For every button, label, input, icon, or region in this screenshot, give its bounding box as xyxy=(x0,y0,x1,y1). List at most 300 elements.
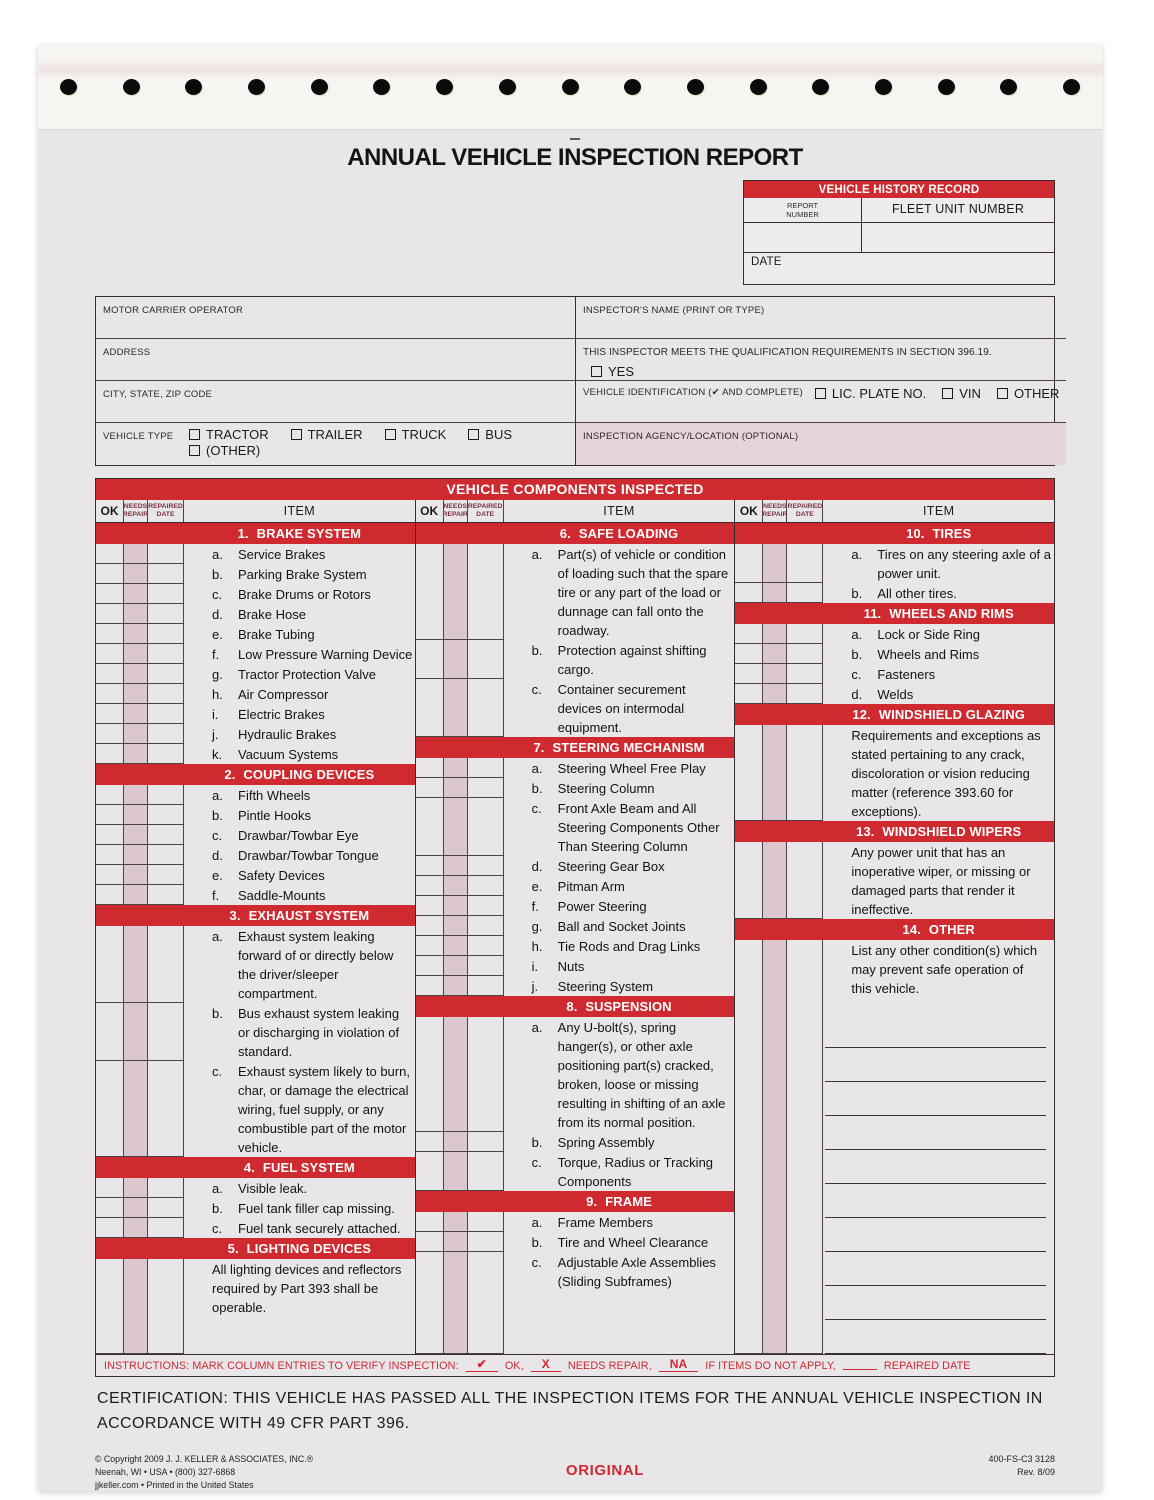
ok-cell[interactable] xyxy=(416,544,444,640)
other-checkbox[interactable] xyxy=(189,445,200,456)
needs-repair-cell[interactable] xyxy=(124,926,148,1003)
option-label: TRACTOR xyxy=(206,427,269,442)
ok-cell[interactable] xyxy=(96,544,124,564)
inspection-item: f. Low Pressure Warning Device xyxy=(96,644,415,664)
option-label: BUS xyxy=(485,427,513,442)
inspection-item: a. Frame Members xyxy=(416,1212,735,1232)
checkbox[interactable] xyxy=(942,388,953,399)
ok-cell[interactable] xyxy=(735,725,763,821)
repaired-date-cell[interactable] xyxy=(468,916,504,936)
needs-repair-cell[interactable] xyxy=(444,856,468,876)
ok-cell[interactable] xyxy=(96,744,124,764)
inspection-item: i. Nuts xyxy=(416,956,735,976)
repaired-date-cell[interactable] xyxy=(468,1017,504,1132)
ok-cell[interactable] xyxy=(96,785,124,805)
address-field[interactable] xyxy=(96,339,575,381)
repaired-date-cell[interactable] xyxy=(148,724,184,744)
repaired-date-cell[interactable] xyxy=(468,1252,504,1354)
ok-cell[interactable] xyxy=(96,664,124,684)
needs-repair-cell[interactable] xyxy=(763,842,787,919)
repaired-date-cell[interactable] xyxy=(468,876,504,896)
inspector-name-label: INSPECTOR'S NAME (PRINT OR TYPE) xyxy=(583,305,765,316)
inspection-item: f. Saddle-Mounts xyxy=(96,885,415,905)
write-line[interactable] xyxy=(825,1218,1046,1252)
needs-repair-cell[interactable] xyxy=(124,704,148,724)
table-column-3 xyxy=(735,523,1054,1354)
item-header: ITEM xyxy=(922,504,955,518)
repaired-date-cell[interactable] xyxy=(787,644,823,664)
vehicle-type-option xyxy=(291,427,363,442)
ok-cell[interactable] xyxy=(416,778,444,798)
form-number: 400-FS-C3 3128 xyxy=(988,1454,1055,1464)
needs-repair-cell[interactable] xyxy=(124,564,148,584)
component-section xyxy=(735,704,1054,821)
repaired-date-cell[interactable] xyxy=(787,544,823,583)
table-body xyxy=(96,523,1054,1354)
ok-cell[interactable] xyxy=(96,865,124,885)
vehicle-history-title: VEHICLE HISTORY RECORD xyxy=(744,181,1054,198)
ok-cell[interactable] xyxy=(735,583,763,603)
repaired-date-cell[interactable] xyxy=(468,856,504,876)
ok-cell[interactable] xyxy=(96,1178,124,1198)
needs-repair-cell[interactable] xyxy=(124,1178,148,1198)
needs-repair-cell[interactable] xyxy=(444,1132,468,1152)
needs-repair-cell[interactable] xyxy=(444,798,468,856)
punch-hole xyxy=(750,79,767,95)
fleet-unit-field[interactable] xyxy=(862,223,1054,252)
ok-cell[interactable] xyxy=(416,1232,444,1252)
repaired-date-cell[interactable] xyxy=(787,664,823,684)
needs-repair-cell[interactable] xyxy=(124,744,148,764)
repaired-date-cell[interactable] xyxy=(787,725,823,821)
ok-cell[interactable] xyxy=(96,1218,124,1238)
inspection-item: c. Drawbar/Towbar Eye xyxy=(96,825,415,845)
write-line[interactable] xyxy=(825,1014,1046,1048)
inspection-item: b. Fuel tank filler cap missing. xyxy=(96,1198,415,1218)
repaired-date-cell[interactable] xyxy=(148,926,184,1003)
punch-hole xyxy=(185,79,202,95)
repaired-date-cell[interactable] xyxy=(468,1232,504,1252)
ok-cell[interactable] xyxy=(416,856,444,876)
motor-carrier-label: MOTOR CARRIER OPERATOR xyxy=(103,305,244,316)
needs-repair-cell[interactable] xyxy=(763,684,787,704)
needs-repair-cell[interactable] xyxy=(444,1252,468,1354)
section-header: 10. TIRES xyxy=(735,523,1054,544)
option-label: TRUCK xyxy=(401,427,447,442)
write-line[interactable] xyxy=(825,1252,1046,1286)
date-field[interactable]: DATE xyxy=(751,256,782,268)
section-header: 14. OTHER xyxy=(735,919,1054,940)
repaired-date-cell[interactable] xyxy=(787,842,823,919)
inspection-item: g. Ball and Socket Joints xyxy=(416,916,735,936)
repaired-date-cell[interactable] xyxy=(468,896,504,916)
needs-repair-cell[interactable] xyxy=(124,805,148,825)
repaired-date-cell[interactable] xyxy=(148,624,184,644)
section-header: 11. WHEELS AND RIMS xyxy=(735,603,1054,624)
repaired-date-cell[interactable] xyxy=(468,1132,504,1152)
needs-repair-cell[interactable] xyxy=(444,544,468,640)
inspection-item: c. Fasteners xyxy=(735,664,1054,684)
section-header: 8. SUSPENSION xyxy=(416,996,735,1017)
vehicle-type-label: VEHICLE TYPE xyxy=(103,431,174,442)
city-state-zip-field[interactable] xyxy=(96,381,575,423)
needs-repair-cell[interactable] xyxy=(444,916,468,936)
repaired-date-cell[interactable] xyxy=(468,1152,504,1191)
needs-repair-cell[interactable] xyxy=(444,876,468,896)
repaired-date-cell[interactable] xyxy=(148,564,184,584)
ok-cell[interactable] xyxy=(96,926,124,1003)
punch-hole xyxy=(248,79,265,95)
inspection-item: d. Drawbar/Towbar Tongue xyxy=(96,845,415,865)
repaired-date-cell[interactable] xyxy=(148,885,184,905)
needs-repair-cell[interactable] xyxy=(444,778,468,798)
vehicle-type-option xyxy=(189,427,269,442)
ok-cell[interactable] xyxy=(416,1252,444,1354)
ok-cell[interactable] xyxy=(96,825,124,845)
needs-repair-cell[interactable] xyxy=(124,1061,148,1157)
repaired-date-header: REPAIRED DATE xyxy=(148,500,184,522)
needs-repair-cell[interactable] xyxy=(444,640,468,679)
needs-repair-cell[interactable] xyxy=(763,583,787,603)
ok-cell[interactable] xyxy=(416,679,444,737)
ok-cell[interactable] xyxy=(416,876,444,896)
needs-repair-header: NEEDS REPAIR xyxy=(124,500,148,522)
component-section xyxy=(735,603,1054,704)
inspection-item: Requirements and exceptions as stated pertaining to any crack, discoloration or vision reducing matter (reference 393.60 for exceptions). xyxy=(735,725,1054,821)
needs-repair-cell[interactable] xyxy=(444,758,468,778)
component-section xyxy=(96,1157,415,1238)
ok-cell[interactable] xyxy=(735,664,763,684)
ok-cell[interactable] xyxy=(96,1061,124,1157)
needs-repair-cell[interactable] xyxy=(124,825,148,845)
ok-cell[interactable] xyxy=(416,896,444,916)
qualification-field xyxy=(576,339,1066,381)
section-header: 1. BRAKE SYSTEM xyxy=(96,523,415,544)
needs-repair-cell[interactable] xyxy=(124,1259,148,1354)
checkbox[interactable] xyxy=(997,388,1008,399)
inspection-agency-label: INSPECTION AGENCY/LOCATION (OPTIONAL) xyxy=(583,431,799,442)
ok-cell[interactable] xyxy=(96,805,124,825)
repaired-date-cell[interactable] xyxy=(148,644,184,664)
repaired-date-cell[interactable] xyxy=(468,1212,504,1232)
needs-repair-cell[interactable] xyxy=(124,544,148,564)
ok-cell[interactable] xyxy=(96,564,124,584)
repaired-date-cell[interactable] xyxy=(148,684,184,704)
inspection-item: i. Electric Brakes xyxy=(96,704,415,724)
instruction-mark xyxy=(843,1361,877,1370)
needs-repair-cell[interactable] xyxy=(124,1198,148,1218)
inspection-item: a. Any U-bolt(s), spring hanger(s), or other axle positioning part(s) cracked, broken, loose or missing resulting in shifting of an axle from its normal position. xyxy=(416,1017,735,1132)
inspection-item: c. Exhaust system likely to burn, char, or damage the electrical wiring, fuel supply, or any combustible part of the motor vehicle. xyxy=(96,1061,415,1157)
punch-hole xyxy=(1063,79,1080,95)
inspection-item: h. Tie Rods and Drag Links xyxy=(416,936,735,956)
inspection-item: c. Container securement devices on intermodal equipment. xyxy=(416,679,735,737)
section-header: 13. WINDSHIELD WIPERS xyxy=(735,821,1054,842)
repaired-date-cell[interactable] xyxy=(468,679,504,737)
inspection-item: a. Visible leak. xyxy=(96,1178,415,1198)
needs-repair-cell[interactable] xyxy=(124,664,148,684)
instruction-label: OK, xyxy=(504,1359,524,1372)
repaired-date-cell[interactable] xyxy=(787,624,823,644)
write-line[interactable] xyxy=(825,1320,1046,1354)
ok-cell[interactable] xyxy=(416,1132,444,1152)
inspector-column xyxy=(576,297,1066,465)
needs-repair-cell[interactable] xyxy=(124,885,148,905)
vehicle-type-field xyxy=(96,423,575,465)
ok-cell[interactable] xyxy=(416,758,444,778)
needs-repair-cell[interactable] xyxy=(444,1017,468,1132)
original-stamp: ORIGINAL xyxy=(565,1462,645,1479)
repaired-date-cell[interactable] xyxy=(787,583,823,603)
carrier-column xyxy=(96,297,576,465)
city-state-zip-label: CITY, STATE, ZIP CODE xyxy=(103,389,213,400)
form-content xyxy=(38,130,1102,1491)
ok-cell[interactable] xyxy=(735,684,763,704)
inspection-item: j. Hydraulic Brakes xyxy=(96,724,415,744)
yes-checkbox[interactable] xyxy=(591,366,602,377)
needs-repair-cell[interactable] xyxy=(763,624,787,644)
ok-cell[interactable] xyxy=(96,724,124,744)
write-line[interactable] xyxy=(825,1116,1046,1150)
repaired-date-cell[interactable] xyxy=(148,865,184,885)
vehicle-id-option xyxy=(997,386,1060,401)
checkbox[interactable] xyxy=(815,388,826,399)
item-header: ITEM xyxy=(603,504,635,518)
repaired-date-cell[interactable] xyxy=(148,544,184,564)
needs-repair-cell[interactable] xyxy=(763,644,787,664)
vehicle-history-record xyxy=(743,180,1055,285)
needs-repair-cell[interactable] xyxy=(124,785,148,805)
write-line[interactable] xyxy=(825,1082,1046,1116)
header-group xyxy=(96,500,416,522)
vehicle-identification-field xyxy=(576,381,1066,423)
punch-hole xyxy=(562,79,579,95)
inspection-item: b. Spring Assembly xyxy=(416,1132,735,1152)
inspection-item: b. Protection against shifting cargo. xyxy=(416,640,735,679)
ok-cell[interactable] xyxy=(96,624,124,644)
qualification-label: THIS INSPECTOR MEETS THE QUALIFICATION REQUIREMENTS IN SECTION 396.19. xyxy=(583,347,992,358)
repaired-date-cell[interactable] xyxy=(468,936,504,956)
ok-cell[interactable] xyxy=(96,1198,124,1218)
vehicle-identification-options xyxy=(815,386,1060,401)
report-number-label: REPORT NUMBER xyxy=(744,198,862,222)
repaired-date-cell[interactable] xyxy=(468,640,504,679)
copyright-line: jjkeller.com • Printed in the United States xyxy=(95,1479,254,1490)
instruction-mark: ✔ xyxy=(466,1359,498,1372)
repaired-date-cell[interactable] xyxy=(148,584,184,604)
punch-hole xyxy=(1000,79,1017,95)
form-page xyxy=(38,44,1102,1491)
needs-repair-cell[interactable] xyxy=(763,664,787,684)
ok-cell[interactable] xyxy=(416,1212,444,1232)
repaired-date-cell[interactable] xyxy=(148,1198,184,1218)
inspection-item: j. Steering System xyxy=(416,976,735,996)
vehicle-type-options xyxy=(189,427,568,442)
repaired-date-cell[interactable] xyxy=(787,684,823,704)
repaired-date-cell[interactable] xyxy=(148,805,184,825)
copyright-line: Neenah, WI • USA • (800) 327-6868 xyxy=(95,1466,236,1477)
punch-hole xyxy=(499,79,516,95)
ok-header: OK xyxy=(416,500,444,522)
repaired-date-cell[interactable] xyxy=(468,798,504,856)
needs-repair-cell[interactable] xyxy=(444,976,468,996)
ok-cell[interactable] xyxy=(416,936,444,956)
needs-repair-cell[interactable] xyxy=(124,1003,148,1061)
inspection-item: a. Service Brakes xyxy=(96,544,415,564)
needs-repair-cell[interactable] xyxy=(124,724,148,744)
repaired-date-cell[interactable] xyxy=(148,604,184,624)
ok-cell[interactable] xyxy=(96,1259,124,1354)
punch-hole xyxy=(875,79,892,95)
repaired-date-cell[interactable] xyxy=(148,1003,184,1061)
section-header: 4. FUEL SYSTEM xyxy=(96,1157,415,1178)
inspection-item: All lighting devices and reflectors required by Part 393 shall be operable. xyxy=(96,1259,415,1354)
repaired-date-cell[interactable] xyxy=(148,825,184,845)
ok-cell[interactable] xyxy=(735,644,763,664)
inspector-name-field[interactable] xyxy=(576,297,1066,339)
ok-cell[interactable] xyxy=(96,1003,124,1061)
punch-hole xyxy=(373,79,390,95)
revision: Rev. 8/09 xyxy=(1017,1467,1055,1478)
repaired-date-cell[interactable] xyxy=(148,1178,184,1198)
repaired-date-cell[interactable] xyxy=(148,785,184,805)
write-line[interactable] xyxy=(825,1184,1046,1218)
instructions-bar xyxy=(96,1354,1054,1376)
component-section xyxy=(416,996,735,1191)
ok-cell[interactable] xyxy=(96,845,124,865)
repaired-date-cell[interactable] xyxy=(468,956,504,976)
needs-repair-cell[interactable] xyxy=(444,956,468,976)
checkbox[interactable] xyxy=(385,429,396,440)
needs-repair-cell[interactable] xyxy=(444,896,468,916)
ok-cell[interactable] xyxy=(735,940,763,1354)
section-header: 7. STEERING MECHANISM xyxy=(416,737,735,758)
ok-cell[interactable] xyxy=(96,644,124,664)
repaired-date-cell[interactable] xyxy=(787,940,823,1354)
repaired-date-cell[interactable] xyxy=(148,845,184,865)
ok-cell[interactable] xyxy=(416,640,444,679)
needs-repair-cell[interactable] xyxy=(124,644,148,664)
needs-repair-cell[interactable] xyxy=(444,679,468,737)
repaired-date-cell[interactable] xyxy=(468,758,504,778)
inspection-item: e. Pitman Arm xyxy=(416,876,735,896)
repaired-date-cell[interactable] xyxy=(148,704,184,724)
ok-cell[interactable] xyxy=(416,1017,444,1132)
needs-repair-cell[interactable] xyxy=(124,584,148,604)
section-header: 9. FRAME xyxy=(416,1191,735,1212)
inspection-item: a. Fifth Wheels xyxy=(96,785,415,805)
punch-hole xyxy=(123,79,140,95)
ok-cell[interactable] xyxy=(735,842,763,919)
needs-repair-cell[interactable] xyxy=(763,940,787,1354)
needs-repair-cell[interactable] xyxy=(124,1218,148,1238)
write-line[interactable] xyxy=(825,1048,1046,1082)
ok-cell[interactable] xyxy=(416,956,444,976)
repaired-date-cell[interactable] xyxy=(468,544,504,640)
ok-header: OK xyxy=(735,500,763,522)
repaired-date-header: REPAIRED DATE xyxy=(468,500,504,522)
ok-cell[interactable] xyxy=(96,684,124,704)
components-banner: VEHICLE COMPONENTS INSPECTED xyxy=(96,479,1054,500)
repaired-date-cell[interactable] xyxy=(148,1259,184,1354)
punch-hole xyxy=(60,79,77,95)
needs-repair-cell[interactable] xyxy=(444,1212,468,1232)
needs-repair-cell[interactable] xyxy=(444,1152,468,1191)
ok-cell[interactable] xyxy=(416,916,444,936)
report-number-field[interactable] xyxy=(744,223,862,252)
certification-text: CERTIFICATION: THIS VEHICLE HAS PASSED ALL THE INSPECTION ITEMS FOR THE ANNUAL VEHICLE INSPECTION IN ACCORDANCE WITH 49 CFR PART 396. xyxy=(97,1390,1043,1432)
ok-cell[interactable] xyxy=(735,544,763,583)
checkbox[interactable] xyxy=(189,429,200,440)
ok-cell[interactable] xyxy=(735,624,763,644)
ok-cell[interactable] xyxy=(416,798,444,856)
repaired-date-cell[interactable] xyxy=(468,976,504,996)
needs-repair-cell[interactable] xyxy=(124,604,148,624)
page-footer xyxy=(95,1453,1055,1491)
inspection-item: k. Vacuum Systems xyxy=(96,744,415,764)
section-header: 5. LIGHTING DEVICES xyxy=(96,1238,415,1259)
needs-repair-cell[interactable] xyxy=(763,725,787,821)
needs-repair-header: NEEDS REPAIR xyxy=(763,500,787,522)
punch-hole xyxy=(311,79,328,95)
write-line[interactable] xyxy=(825,1150,1046,1184)
inspection-item: a. Lock or Side Ring xyxy=(735,624,1054,644)
checkbox[interactable] xyxy=(291,429,302,440)
inspection-item: b. Pintle Hooks xyxy=(96,805,415,825)
repaired-date-cell[interactable] xyxy=(148,1218,184,1238)
needs-repair-cell[interactable] xyxy=(444,936,468,956)
repaired-date-cell[interactable] xyxy=(468,778,504,798)
ok-cell[interactable] xyxy=(96,584,124,604)
vehicle-id-option xyxy=(942,386,981,401)
repaired-date-cell[interactable] xyxy=(148,1061,184,1157)
repaired-date-cell[interactable] xyxy=(148,744,184,764)
instruction-label: NEEDS REPAIR, xyxy=(567,1359,652,1372)
section-header: 6. SAFE LOADING xyxy=(416,523,735,544)
needs-repair-cell[interactable] xyxy=(124,684,148,704)
inspection-item: e. Safety Devices xyxy=(96,865,415,885)
needs-repair-cell[interactable] xyxy=(124,624,148,644)
inspection-item: f. Power Steering xyxy=(416,896,735,916)
needs-repair-cell[interactable] xyxy=(444,1232,468,1252)
inspection-item: d. Steering Gear Box xyxy=(416,856,735,876)
stray-mark xyxy=(570,138,580,140)
needs-repair-cell[interactable] xyxy=(124,865,148,885)
needs-repair-cell[interactable] xyxy=(124,845,148,865)
ok-cell[interactable] xyxy=(416,976,444,996)
ok-cell[interactable] xyxy=(416,1152,444,1191)
inspection-item: b. Bus exhaust system leaking or discharging in violation of standard. xyxy=(96,1003,415,1061)
inspection-item: c. Fuel tank securely attached. xyxy=(96,1218,415,1238)
checkbox[interactable] xyxy=(468,429,479,440)
ok-cell[interactable] xyxy=(96,885,124,905)
vehicle-type-option xyxy=(385,427,447,442)
repaired-date-cell[interactable] xyxy=(148,664,184,684)
section-header: 2. COUPLING DEVICES xyxy=(96,764,415,785)
needs-repair-cell[interactable] xyxy=(763,544,787,583)
inspection-agency-field[interactable] xyxy=(576,423,1066,465)
write-line[interactable] xyxy=(825,1286,1046,1320)
inspection-item: a. Part(s) of vehicle or condition of loading such that the spare tire or any part of the load or dunnage can fall onto the roadway. xyxy=(416,544,735,640)
ok-cell[interactable] xyxy=(96,704,124,724)
inspection-item: a. Exhaust system leaking forward of or directly below the driver/sleeper compartment. xyxy=(96,926,415,1003)
instruction-mark: X xyxy=(531,1359,561,1372)
motor-carrier-field[interactable] xyxy=(96,297,575,339)
instruction-label: REPAIRED DATE xyxy=(883,1359,971,1372)
ok-cell[interactable] xyxy=(96,604,124,624)
header-group xyxy=(416,500,736,522)
inspection-item: a. Steering Wheel Free Play xyxy=(416,758,735,778)
